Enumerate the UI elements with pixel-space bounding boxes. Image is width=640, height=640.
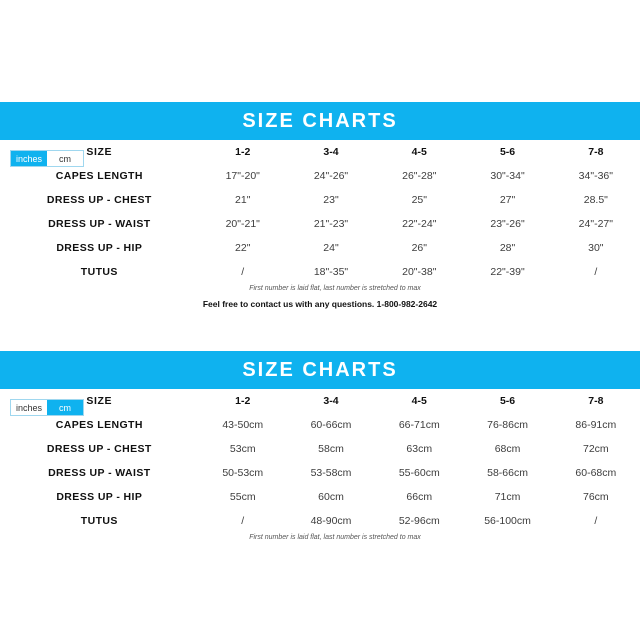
cell-waist-3-4: 53-58cm [310,467,352,479]
header-1-2: 1-2 [235,395,251,407]
cell-waist-3-4: 21"-23" [313,218,349,230]
cell-capes-1-2: 43-50cm [222,419,264,431]
cell-chest-5-6: 27" [499,194,516,206]
header-3-4: 3-4 [323,146,339,158]
cell-chest-3-4: 23" [323,194,339,206]
cell-waist-7-8: 24"-27" [578,218,613,230]
row-label-capes-length: CAPES LENGTH [55,170,143,182]
cell-capes-5-6: 30"-34" [490,170,525,182]
size-chart-inches [0,0,640,309]
cell-waist-5-6: 23"-26" [490,218,525,230]
row-label-hip: DRESS UP - HIP [56,491,143,503]
cell-chest-1-2: 21" [235,194,251,206]
cell-tutus-7-8: / [594,266,598,278]
header-3-4: 3-4 [323,395,339,407]
row-label-chest: DRESS UP - CHEST [46,443,152,455]
cell-hip-3-4: 24" [323,242,339,254]
cell-tutus-3-4: 18"-35" [313,266,349,278]
cell-hip-7-8: 76cm [582,491,609,503]
cell-chest-7-8: 72cm [582,443,609,455]
cell-hip-5-6: 28" [499,242,516,254]
cell-tutus-1-2: / [241,266,245,278]
unit-toggle-cm[interactable] [10,399,84,416]
row-label-tutus: TUTUS [80,266,118,278]
table-header-row [0,389,640,413]
cell-hip-4-5: 26" [411,242,427,254]
chart-banner-cm [0,351,640,389]
cell-hip-1-2: 55cm [229,491,256,503]
row-label-chest: DRESS UP - CHEST [46,194,152,206]
row-label-waist: DRESS UP - WAIST [48,467,151,479]
row-label-capes-length: CAPES LENGTH [55,419,143,431]
cell-tutus-5-6: 56-100cm [484,515,531,527]
cell-capes-3-4: 24"-26" [313,170,349,182]
chart-banner-inches [0,102,640,140]
table-row [0,437,640,461]
cell-tutus-4-5: 52-96cm [398,515,440,527]
footnote-inches: First number is laid flat, last number is stretched to max [249,285,421,292]
cell-capes-4-5: 26"-28" [402,170,437,182]
table-row [0,188,640,212]
header-5-6: 5-6 [499,395,516,407]
cell-chest-1-2: 53cm [229,443,256,455]
cell-waist-5-6: 58-66cm [487,467,528,479]
footnote-cm: First number is laid flat, last number is stretched to max [249,534,421,541]
cell-tutus-5-6: 22"-39" [490,266,525,278]
cell-capes-7-8: 86-91cm [575,419,617,431]
cell-tutus-4-5: 20"-38" [402,266,437,278]
header-5-6: 5-6 [499,146,516,158]
header-7-8: 7-8 [588,146,604,158]
page-title: SIZE CHARTS [242,109,398,132]
cell-tutus-7-8: / [594,515,598,527]
table-row [0,461,640,485]
cell-chest-7-8: 28.5" [583,194,608,206]
size-table-cm [0,389,640,533]
cell-hip-7-8: 30" [588,242,604,254]
table-row [0,509,640,533]
cell-chest-5-6: 68cm [494,443,521,455]
header-4-5: 4-5 [411,395,427,407]
unit-option-cm[interactable]: cm [47,400,83,415]
unit-option-cm[interactable]: cm [59,153,71,164]
size-chart-cm [0,351,640,541]
unit-option-inches[interactable]: inches [11,151,47,166]
header-1-2: 1-2 [235,146,251,158]
cell-capes-1-2: 17"-20" [225,170,260,182]
table-row [0,413,640,437]
cell-tutus-1-2: / [241,515,245,527]
cell-waist-4-5: 22"-24" [402,218,437,230]
cell-hip-5-6: 71cm [494,491,521,503]
page-title-cm: SIZE CHARTS [242,358,398,381]
header-7-8: 7-8 [588,395,604,407]
contact-line: Feel free to contact us with any questions. 1-800-982-2642 [202,299,438,309]
cell-capes-5-6: 76-86cm [487,419,528,431]
cell-waist-4-5: 55-60cm [398,467,440,479]
cell-hip-1-2: 22" [235,242,251,254]
row-label-tutus: TUTUS [80,515,118,527]
table-header-row [0,140,640,164]
cell-waist-1-2: 50-53cm [222,467,264,479]
header-size: SIZE [86,395,113,407]
table-row [0,260,640,284]
cell-chest-3-4: 58cm [318,443,344,455]
cell-capes-4-5: 66-71cm [398,419,440,431]
row-label-waist: DRESS UP - WAIST [48,218,151,230]
cell-hip-4-5: 66cm [406,491,433,503]
section-divider [0,309,640,351]
cell-capes-3-4: 60-66cm [310,419,352,431]
table-row [0,164,640,188]
header-size: SIZE [86,146,113,158]
row-label-hip: DRESS UP - HIP [56,242,143,254]
header-4-5: 4-5 [411,146,427,158]
cell-capes-7-8: 34"-36" [578,170,613,182]
table-row [0,212,640,236]
cell-waist-1-2: 20"-21" [225,218,260,230]
table-row [0,236,640,260]
cell-hip-3-4: 60cm [318,491,344,503]
cell-tutus-3-4: 48-90cm [310,515,352,527]
table-row [0,485,640,509]
cell-waist-7-8: 60-68cm [575,467,617,479]
unit-toggle-inches[interactable] [10,150,84,167]
size-table-inches [0,140,640,284]
unit-option-inches[interactable]: inches [15,402,42,413]
cell-chest-4-5: 63cm [406,443,433,455]
cell-chest-4-5: 25" [411,194,427,206]
